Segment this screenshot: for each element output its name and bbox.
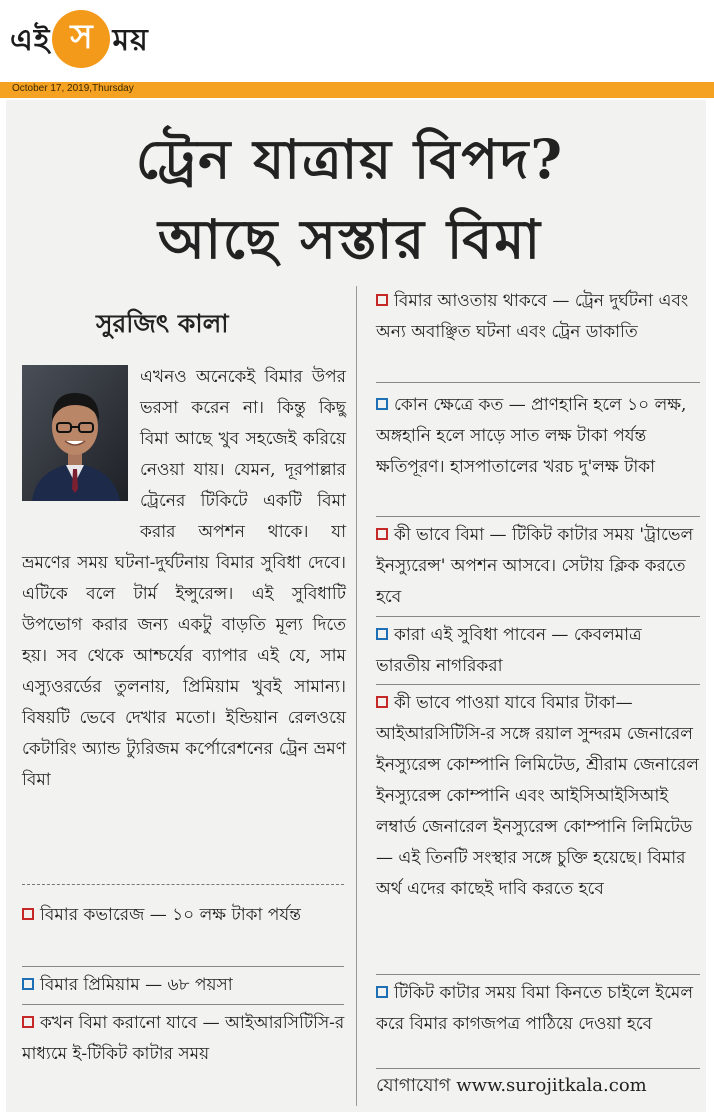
publish-date: October 17, 2019,Thursday (12, 83, 134, 94)
logo[interactable] (10, 6, 149, 76)
masthead (0, 0, 714, 82)
fact-item-when: কখন বিমা করানো যাবে — আইআরসিটিসি-র মাধ্যমে ই-টিকিট কাটার সময় (22, 1013, 345, 1064)
article-body-text: এখনও অনেকেই বিমার উপর ভরসা করেন না। কিন্তু কিছু বিমা আছে খুব সহজেই করিয়ে নেওয়া যায়। যেমন, দূরপাল্লার ট্রেনের টিকিটে একটি বিমা করার অপশন থাকে। যা ভ্রমণের সময় ঘটনা-দুর্ঘটনায় বিমার সুবিধা দেবে। এটিকে বলে টার্ম ইন্সুরেন্স। এই সুবিধাটি উপভোগ করার জন্য একটু বাড়তি মূল্য দিতে হয়। সব থেকে আশ্চর্যের ব্যাপার এই যে, সাম এস্যুওরর্ডের তুলনায়, প্রিমিয়াম খুবই সামান্য। বিষয়টি ভেবে দেখার মতো। ইন্ডিয়ান রেলওয়ে কেটারিং অ্যান্ড ট্যুরিজম কর্পোরেশনের ট্রেন ভ্রমণ বিমা (22, 367, 346, 790)
fact-item-compensation: কোন ক্ষেত্রে কত — প্রাণহানি হলে ১০ লক্ষ, অঙ্গহানি হলে সাড়ে সাত লক্ষ টাকা পর্যন্ত ক্ষতিপূরণ। হাসপাতালের খরচ দু'লক্ষ টাকা (376, 395, 687, 477)
article-body (22, 362, 346, 796)
fact-item-documents: টিকিট কাটার সময় বিমা কিনতে চাইলে ইমেল করে বিমার কাগজপত্র পাঠিয়ে দেওয়া হবে (376, 983, 694, 1034)
logo-badge: স (52, 10, 110, 68)
item-divider (22, 966, 344, 967)
item-divider (22, 1004, 344, 1005)
column-divider (356, 286, 357, 1106)
red-square-icon (376, 528, 388, 540)
blue-square-icon (376, 398, 388, 410)
contact-line: যোগাযোগ www.surojitkala.com (376, 1075, 647, 1096)
fact-item-premium: বিমার প্রিমিয়াম — ৬৮ পয়সা (22, 970, 346, 1001)
fact-item-how: কী ভাবে বিমা — টিকিট কাটার সময় 'ট্রাভেল ইনস্যুরেন্স' অপশন আসবে। সেটায় ক্লিক করতে হবে (376, 525, 694, 607)
headline-line-2: আছে সস্তার বিমা (157, 207, 543, 271)
fact-item-scope: বিমার আওতায় থাকবে — ট্রেন দুর্ঘটনা এবং অন্য অবাঞ্ছিত ঘটনা এবং ট্রেন ডাকাতি (376, 291, 689, 342)
photo-spacer (22, 362, 140, 522)
logo-text-right: ময় (112, 22, 149, 58)
red-square-icon (22, 908, 34, 920)
item-divider (376, 1068, 700, 1069)
byline: সুরজিৎ কালা (96, 309, 229, 338)
item-divider (376, 684, 700, 685)
logo-text-left: এই (10, 22, 51, 58)
red-square-icon (376, 294, 388, 306)
red-square-icon (22, 1016, 34, 1028)
fact-item-claim: কী ভাবে পাওয়া যাবে বিমার টাকা—আইআরসিটিসি-র সঙ্গে রয়াল সুন্দরম জেনারেল ইনস্যুরেন্স কোম্পানি লিমিটেড, শ্রীরাম জেনারেল ইনস্যুরেন্স কোম্পানি এবং আইসিআইসিআই লম্বার্ড জেনারেল ইনস্যুরেন্স কোম্পানি লিমিটেড — এই তিনটি সংস্থার সঙ্গে চুক্তি হয়েছে। বিমার অর্থ এদের কাছেই দাবি করতে হবে (376, 693, 699, 899)
item-divider (376, 974, 700, 975)
fact-item-coverage: বিমার কভারেজ — ১০ লক্ষ টাকা পর্যন্ত (22, 900, 346, 931)
headline-line-1: ট্রেন যাত্রায় বিপদ? (135, 127, 565, 191)
blue-square-icon (376, 986, 388, 998)
blue-square-icon (376, 628, 388, 640)
item-divider (376, 616, 700, 617)
item-divider (376, 516, 700, 517)
section-divider (22, 884, 344, 885)
item-divider (376, 382, 700, 383)
red-square-icon (376, 696, 388, 708)
fact-item-eligibility: কারা এই সুবিধা পাবেন — কেবলমাত্র ভারতীয় নাগরিকরা (376, 625, 642, 676)
date-bar (0, 82, 714, 98)
blue-square-icon (22, 978, 34, 990)
